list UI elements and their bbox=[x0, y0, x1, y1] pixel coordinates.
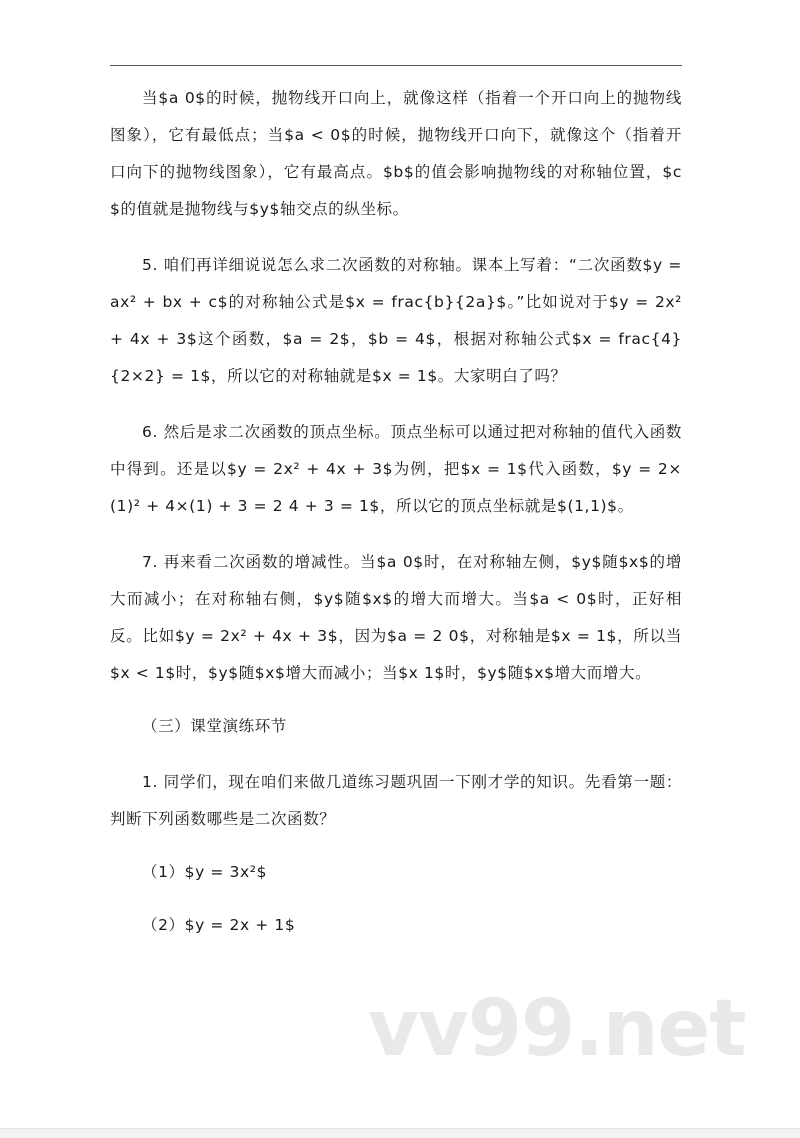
watermark: vv99.net bbox=[368, 984, 746, 1074]
paragraph-axis-of-symmetry: 5. 咱们再详细说说怎么求二次函数的对称轴。课本上写着：“二次函数$y = ax² + bx + c$的对称轴公式是$x = frac{b}{2a}$。”比如说对于$y = 2x² + 4x + 3$这个函数，$a = 2$，$b = 4$，根据对称轴公式$x = frac{4}{2×2} = 1$，所以它的对称轴就是$x = 1$。大家明白了吗？ bbox=[110, 256, 682, 385]
exercise-option-1: （1）$y = 3x²$ bbox=[142, 863, 268, 881]
section-heading-practice: （三）课堂演练环节 bbox=[142, 717, 287, 735]
exercise-option-2: （2）$y = 2x + 1$ bbox=[142, 916, 296, 934]
paragraph-exercise-1: 1. 同学们，现在咱们来做几道练习题巩固一下刚才学的知识。先看第一题：判断下列函数哪些是二次函数？ bbox=[110, 773, 682, 828]
paragraph-parabola-opening: 当$a 0$的时候，抛物线开口向上，就像这样（指着一个开口向上的抛物线图象），它有最低点；当$a < 0$的时候，抛物线开口向下，就像这个（指着开口向下的抛物线图象），它有最高点。$b$的值会影响抛物线的对称轴位置，$c$的值就是抛物线与$y$轴交点的纵坐标。 bbox=[110, 89, 682, 218]
document-body bbox=[110, 80, 682, 944]
header-divider bbox=[110, 65, 682, 66]
paragraph-monotonicity: 7. 再来看二次函数的增减性。当$a 0$时，在对称轴左侧，$y$随$x$的增大而减小；在对称轴右侧，$y$随$x$的增大而增大。当$a < 0$时，正好相反。比如$y = 2x² + 4x + 3$，因为$a = 2 0$，对称轴是$x = 1$，所以当$x < 1$时，$y$随$x$增大而减小；当$x 1$时，$y$随$x$增大而增大。 bbox=[110, 553, 682, 682]
paragraph-vertex-coordinates: 6. 然后是求二次函数的顶点坐标。顶点坐标可以通过把对称轴的值代入函数中得到。还是以$y = 2x² + 4x + 3$为例，把$x = 1$代入函数，$y = 2×(1)² + 4×(1) + 3 = 2 4 + 3 = 1$，所以它的顶点坐标就是$(1,1)$。 bbox=[110, 423, 682, 515]
